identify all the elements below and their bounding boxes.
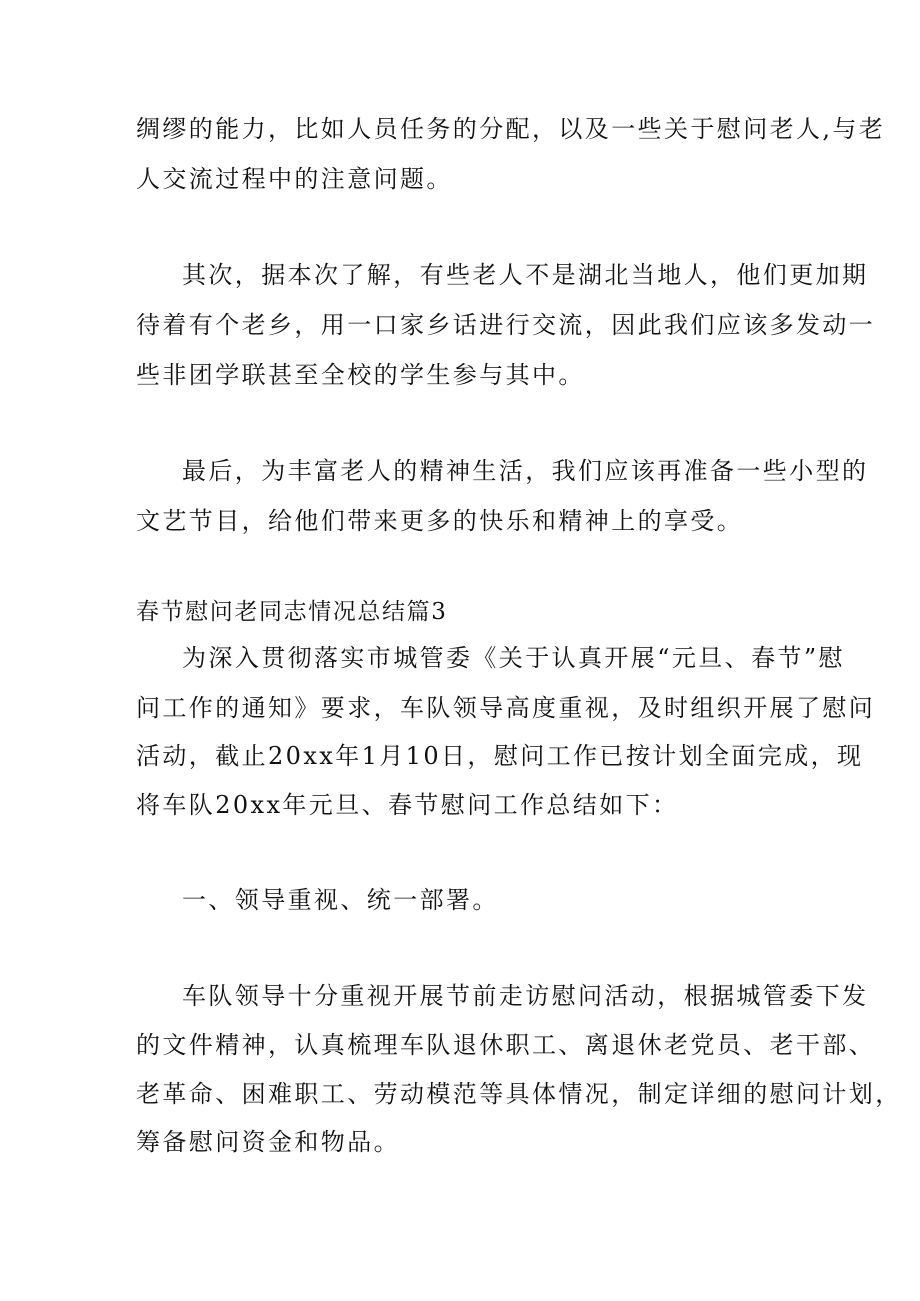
paragraph-3-line-2: 文艺节目，给他们带来更多的快乐和精神上的享受。 xyxy=(136,507,744,535)
paragraph-1-line-2: 人交流过程中的注意问题。 xyxy=(136,165,453,193)
paragraph-2-line-2: 待着有个老乡，用一口家乡话进行交流，因此我们应该多发动一 xyxy=(136,311,876,339)
paragraph-2-line-3: 些非团学联甚至全校的学生参与其中。 xyxy=(136,361,585,389)
paragraph-5-line-1: 车队领导十分重视开展节前走访慰问活动，根据城管委下发 xyxy=(182,982,869,1010)
subheading-1: 一、领导重视、统一部署。 xyxy=(182,886,499,914)
section-heading: 春节慰问老同志情况总结篇3 xyxy=(136,599,448,625)
paragraph-4-line-3: 活动，截止20xx年1月10日，慰问工作已按计划全面完成，现 xyxy=(136,742,864,770)
paragraph-5-line-3: 老革命、困难职工、劳动模范等具体情况，制定详细的慰问计划， xyxy=(136,1080,902,1108)
paragraph-5-line-2: 的文件精神，认真梳理车队退休职工、离退休老党员、老干部、 xyxy=(136,1031,876,1059)
paragraph-1-line-1: 绸缪的能力，比如人员任务的分配，以及一些关于慰问老人,与老 xyxy=(136,115,886,143)
paragraph-5-line-4: 筹备慰问资金和物品。 xyxy=(136,1128,400,1156)
paragraph-2-line-1: 其次，据本次了解，有些老人不是湖北当地人，他们更加期 xyxy=(182,261,869,289)
paragraph-4-line-2: 问工作的通知》要求，车队领导高度重视，及时组织开展了慰问 xyxy=(136,694,876,722)
paragraph-3-line-1: 最后，为丰富老人的精神生活，我们应该再准备一些小型的 xyxy=(182,457,869,485)
paragraph-4-line-4: 将车队20xx年元旦、春节慰问工作总结如下： xyxy=(136,791,679,819)
paragraph-4-line-1: 为深入贯彻落实市城管委《关于认真开展“元旦、春节”慰 xyxy=(182,644,845,672)
